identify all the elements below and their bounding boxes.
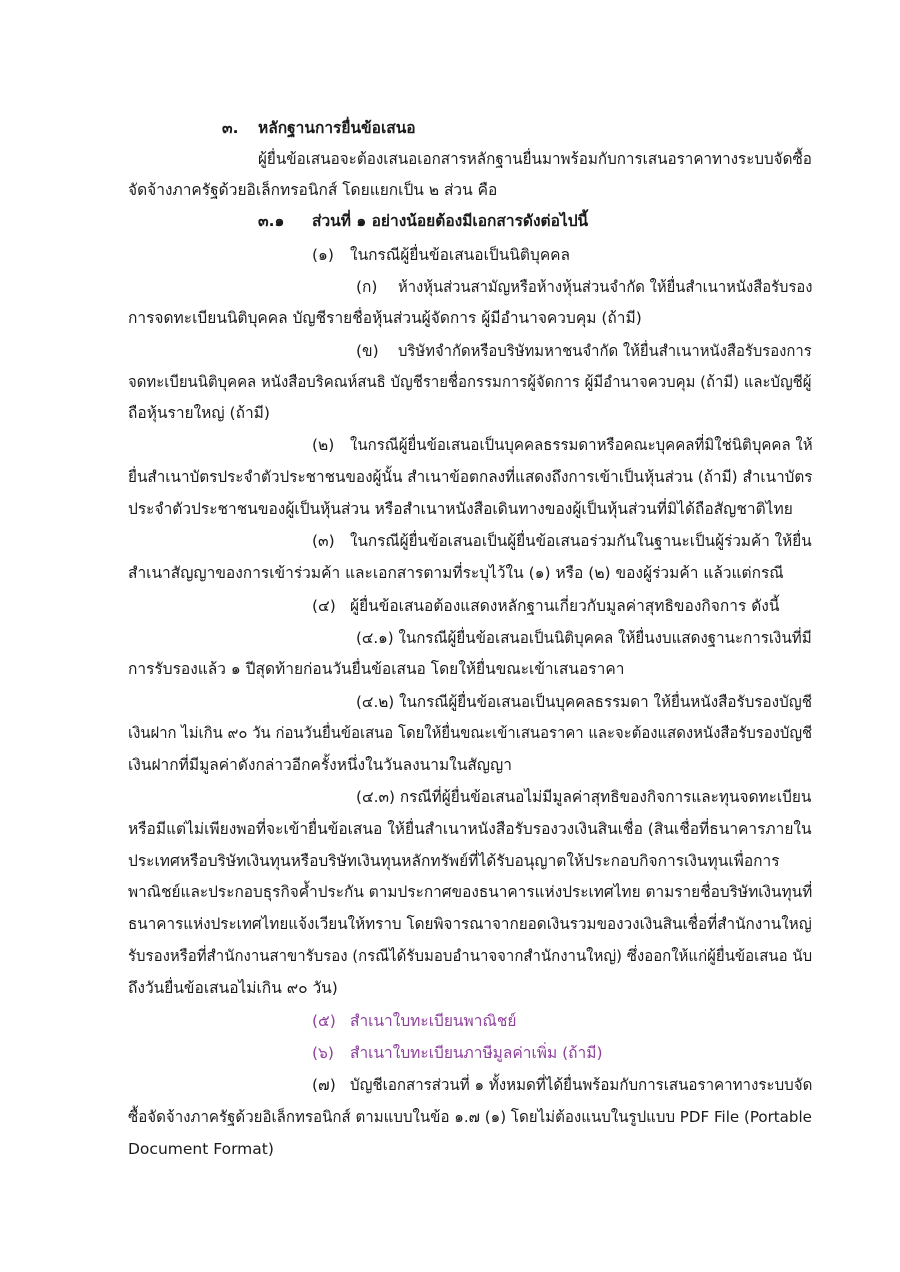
item-3-number: (๓) [312,532,335,550]
item-1-number: (๑) [312,246,334,264]
item-1a-number: (ก) [356,278,378,296]
item-6-text: สำเนาใบทะเบียนภาษีมูลค่าเพิ่ม (ถ้ามี) [350,1044,603,1062]
item-4-3-line-4: พาณิชย์และประกอบธุรกิจค้ำประกัน ตามประกาศของธนาคารแห่งประเทศไทย ตามรายชื่อบริษัทเงินทุนที่ [128,883,813,901]
item-5-text: สำเนาใบทะเบียนพาณิชย์ [350,1012,517,1030]
item-5-number: (๕) [312,1012,336,1030]
section-heading-3-1: ส่วนที่ ๑ อย่างน้อยต้องมีเอกสารดังต่อไปนี้ [312,212,589,230]
item-4-3-line-7: ถึงวันยื่นข้อเสนอไม่เกิน ๙๐ วัน) [128,979,338,997]
item-6-number: (๖) [312,1044,334,1062]
item-2-number: (๒) [312,436,335,454]
item-1a-line-1: ห้างหุ้นส่วนสามัญหรือห้างหุ้นส่วนจำกัด ให้ยื่นสำเนาหนังสือรับรอง [398,278,813,296]
item-4-2-line-1: (๔.๒) ในกรณีผู้ยื่นข้อเสนอเป็นบุคคลธรรมดา ให้ยื่นหนังสือรับรองบัญชี [356,693,813,711]
item-7-number: (๗) [312,1076,336,1094]
item-1a-line-2: การจดทะเบียนนิติบุคคล บัญชีรายชื่อหุ้นส่วนผู้จัดการ ผู้มีอำนาจควบคุม (ถ้ามี) [128,309,642,327]
item-4-1-line-1: (๔.๑) ในกรณีผู้ยื่นข้อเสนอเป็นนิติบุคคล ให้ยื่นงบแสดงฐานะการเงินที่มี [356,629,812,647]
item-4-text: ผู้ยื่นข้อเสนอต้องแสดงหลักฐานเกี่ยวกับมูลค่าสุทธิของกิจการ ดังนี้ [350,597,780,615]
intro-line-2: จัดจ้างภาครัฐด้วยอิเล็กทรอนิกส์ โดยแยกเป็น ๒ ส่วน คือ [128,181,498,199]
section-number-3-1: ๓.๑ [258,212,285,230]
item-4-3-line-2: หรือมีแต่ไม่เพียงพอที่จะเข้ายื่นข้อเสนอ ให้ยื่นสำเนาหนังสือรับรองวงเงินสินเชื่อ (สินเชื่อที่ธนาคารภายใน [128,820,812,838]
item-7-line-1: บัญชีเอกสารส่วนที่ ๑ ทั้งหมดที่ได้ยื่นพร้อมกับการเสนอราคาทางระบบจัด [350,1076,813,1094]
item-1b-line-1: บริษัทจำกัดหรือบริษัทมหาชนจำกัด ให้ยื่นสำเนาหนังสือรับรองการ [398,342,812,360]
item-4-3-line-1: (๔.๓) กรณีที่ผู้ยื่นข้อเสนอไม่มีมูลค่าสุทธิของกิจการและทุนจดทะเบียน [356,788,812,806]
item-4-3-line-5: ธนาคารแห่งประเทศไทยแจ้งเวียนให้ทราบ โดยพิจารณาจากยอดเงินรวมของวงเงินสินเชื่อที่สำนักงานใหญ่ [128,915,812,933]
item-1-text: ในกรณีผู้ยื่นข้อเสนอเป็นนิติบุคคล [350,246,571,264]
item-3-line-1: ในกรณีผู้ยื่นข้อเสนอเป็นผู้ยื่นข้อเสนอร่วมกันในฐานะเป็นผู้ร่วมค้า ให้ยื่น [350,532,812,550]
item-4-number: (๔) [312,597,336,615]
item-4-1-line-2: การรับรองแล้ว ๑ ปีสุดท้ายก่อนวันยื่นข้อเสนอ โดยให้ยื่นขณะเข้าเสนอราคา [128,660,625,678]
item-7-line-3: Document Format) [128,1140,274,1158]
item-1b-line-3: ถือหุ้นรายใหญ่ (ถ้ามี) [128,404,270,422]
item-4-3-line-3: ประเทศหรือบริษัทเงินทุนหรือบริษัทเงินทุนหลักทรัพย์ที่ได้รับอนุญาตให้ประกอบกิจการเงินทุนเพื่อการ [128,852,780,870]
item-2-line-3: ประจำตัวประชาชนของผู้เป็นหุ้นส่วน หรือสำเนาหนังสือเดินทางของผู้เป็นหุ้นส่วนที่มิได้ถือสัญชาติไทย [128,500,793,518]
item-1b-line-2: จดทะเบียนนิติบุคคล หนังสือบริคณห์สนธิ บัญชีรายชื่อกรรมการผู้จัดการ ผู้มีอำนาจควบคุม (ถ้ามี) และบัญชีผู้ [128,373,812,391]
item-2-line-1: ในกรณีผู้ยื่นข้อเสนอเป็นบุคคลธรรมดาหรือคณะบุคคลที่มิใช่นิติบุคคล ให้ [350,436,813,454]
section-number-3: ๓. [222,119,239,137]
item-1b-number: (ข) [356,342,379,360]
item-7-line-2: ซื้อจัดจ้างภาครัฐด้วยอิเล็กทรอนิกส์ ตามแบบในข้อ ๑.๗ (๑) โดยไม่ต้องแนบในรูปแบบ PDF File (Portable [128,1108,812,1126]
intro-line-1: ผู้ยื่นข้อเสนอจะต้องเสนอเอกสารหลักฐานยื่นมาพร้อมกับการเสนอราคาทางระบบจัดซื้อ [258,150,812,168]
item-2-line-2: ยื่นสำเนาบัตรประจำตัวประชาชนของผู้นั้น สำเนาข้อตกลงที่แสดงถึงการเข้าเป็นหุ้นส่วน (ถ้ามี) สำเนาบัตร [128,468,813,486]
item-4-2-line-3: เงินฝากที่มีมูลค่าดังกล่าวอีกครั้งหนึ่งในวันลงนามในสัญญา [128,756,512,774]
section-heading-3: หลักฐานการยื่นข้อเสนอ [258,119,416,137]
item-3-line-2: สำเนาสัญญาของการเข้าร่วมค้า และเอกสารตามที่ระบุไว้ใน (๑) หรือ (๒) ของผู้ร่วมค้า แล้วแต่กรณี [128,564,784,582]
item-4-2-line-2: เงินฝาก ไม่เกิน ๙๐ วัน ก่อนวันยื่นข้อเสนอ โดยให้ยื่นขณะเข้าเสนอราคา และจะต้องแสดงหนังสือรับรองบัญชี [128,724,813,742]
item-4-3-line-6: รับรองหรือที่สำนักงานสาขารับรอง (กรณีได้รับมอบอำนาจจากสำนักงานใหญ่) ซึ่งออกให้แก่ผู้ยื่นข้อเสนอ นับ [128,947,813,965]
